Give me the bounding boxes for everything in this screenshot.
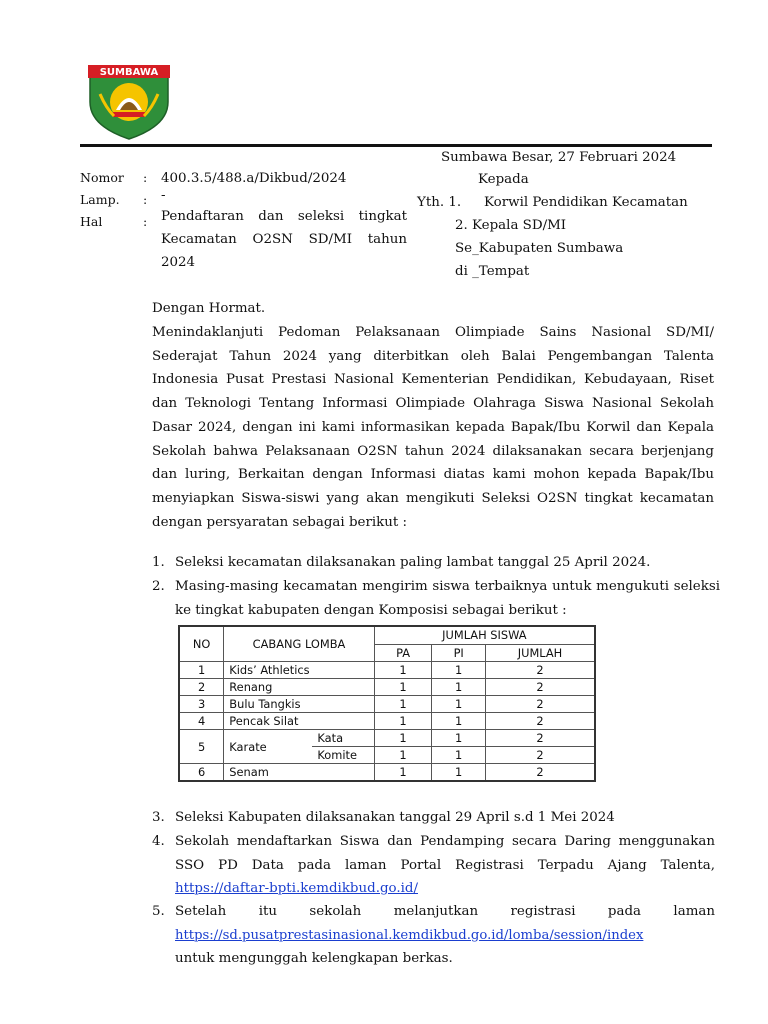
- list-num-5: 5.: [152, 904, 165, 919]
- cell-pa: 1: [374, 662, 432, 679]
- nomor-value: 400.3.5/488.a/Dikbud/2024: [161, 171, 347, 186]
- cell-pi: 1: [432, 747, 486, 764]
- nomor-colon: :: [143, 170, 148, 185]
- portal-registrasi-link[interactable]: https://daftar-bpti.kemdikbud.go.id/: [175, 881, 418, 896]
- cell-jumlah: 2: [486, 747, 596, 764]
- cell-pi: 1: [432, 679, 486, 696]
- cell-no: 1: [179, 662, 224, 679]
- table-row: [179, 764, 595, 782]
- list-text-5-after: untuk mengunggah kelengkapan berkas.: [175, 951, 453, 966]
- th-no: NO: [179, 626, 224, 662]
- lamp-value: -: [161, 188, 166, 203]
- cell-no: 6: [179, 764, 224, 782]
- table-row: [179, 679, 595, 696]
- cell-cabang: Bulu Tangkis: [224, 696, 374, 713]
- addressee-line-1: Korwil Pendidikan Kecamatan: [484, 195, 688, 210]
- cell-jumlah: 2: [486, 764, 596, 782]
- addressee-line-3: Se_Kabupaten Sumbawa: [455, 241, 624, 256]
- cell-pi: 1: [432, 764, 486, 782]
- nomor-label: Nomor: [80, 170, 124, 185]
- salutation: Dengan Hormat.: [152, 301, 266, 316]
- hal-line-1: Pendaftaran dan seleksi tingkat: [161, 209, 407, 224]
- cell-jumlah: 2: [486, 696, 596, 713]
- cell-pi: 1: [432, 730, 486, 747]
- yth-label: Yth. 1.: [417, 195, 462, 210]
- table-row: [179, 662, 595, 679]
- pusat-prestasi-link[interactable]: https://sd.pusatprestasinasional.kemdikbud.go.id/lomba/session/index: [175, 927, 644, 943]
- cell-jumlah: 2: [486, 713, 596, 730]
- cell-cabang: Kids’ Athletics: [224, 662, 374, 679]
- cell-pi: 1: [432, 696, 486, 713]
- lamp-colon: :: [143, 192, 148, 207]
- list-text-5: [175, 900, 715, 971]
- list-num-2: 2.: [152, 579, 165, 594]
- cell-pi: 1: [432, 662, 486, 679]
- kepada-label: Kepada: [478, 172, 529, 187]
- cell-cabang: Pencak Silat: [224, 713, 374, 730]
- hal-label: Hal: [80, 214, 103, 229]
- cell-no: 4: [179, 713, 224, 730]
- hal-line-2: Kecamatan O2SN SD/MI tahun: [161, 232, 407, 247]
- list-text-3: Seleksi Kabupaten dilaksanakan tanggal 29 April s.d 1 Mei 2024: [175, 810, 615, 825]
- cell-karate-sub-1: Kata: [312, 730, 374, 747]
- cell-no: 3: [179, 696, 224, 713]
- sumbawa-logo: [86, 64, 172, 140]
- list-num-1: 1.: [152, 555, 165, 570]
- header-rule: [80, 144, 712, 147]
- addressee-line-4: di _Tempat: [455, 264, 530, 279]
- cell-pa: 1: [374, 713, 432, 730]
- date-line: Sumbawa Besar, 27 Februari 2024: [441, 150, 677, 165]
- list-num-3: 3.: [152, 810, 165, 825]
- cell-pa: 1: [374, 696, 432, 713]
- cell-cabang: Senam: [224, 764, 374, 782]
- th-pa: PA: [374, 644, 432, 662]
- cell-pa: 1: [374, 679, 432, 696]
- th-cabang: CABANG LOMBA: [224, 626, 374, 662]
- addressee-line-2: 2. Kepala SD/MI: [455, 218, 567, 233]
- cell-cabang: Renang: [224, 679, 374, 696]
- list-text-4: [175, 830, 715, 901]
- table-row: [179, 713, 595, 730]
- cell-no: 5: [179, 730, 224, 764]
- th-jumlah: JUMLAH: [486, 644, 596, 662]
- cell-pi: 1: [432, 713, 486, 730]
- list-text-1: Seleksi kecamatan dilaksanakan paling lambat tanggal 25 April 2024.: [175, 555, 651, 570]
- list-num-4: 4.: [152, 834, 165, 849]
- table-row: [179, 730, 595, 747]
- th-jumlah-siswa: JUMLAH SISWA: [374, 626, 595, 644]
- cell-jumlah: 2: [486, 679, 596, 696]
- list-text-5-body: Setelah itu sekolah melanjutkan registrasi pada laman: [175, 904, 715, 919]
- cell-pa: 1: [374, 730, 432, 747]
- hal-line-3: 2024: [161, 255, 196, 270]
- hal-value: [161, 205, 407, 274]
- cell-jumlah: 2: [486, 662, 596, 679]
- composition-table: [178, 625, 596, 782]
- cell-jumlah: 2: [486, 730, 596, 747]
- cell-pa: 1: [374, 747, 432, 764]
- body-paragraph: Menindaklanjuti Pedoman Pelaksanaan Olimpiade Sains Nasional SD/MI/ Sederajat Tahun 2024 yang diterbitkan oleh Balai Pengembangan Talenta Indonesia Pusat Prestasi Nasional Kementerian Pendidikan, Kebudayaan, Riset dan Teknologi Tentang Informasi Olimpiade Olahraga Siswa Nasional Sekolah Dasar 2024, dengan ini kami informasikan kepada Bapak/Ibu Korwil dan Kepala Sekolah bahwa Pelaksanaan O2SN tahun 2024 dilaksanakan secara berjenjang dan luring, Berkaitan dengan Informasi diatas kami mohon kepada Bapak/Ibu menyiapkan Siswa-siswi yang akan mengikuti Seleksi O2SN tingkat kecamatan dengan persyaratan sebagai berikut :: [152, 325, 714, 530]
- hal-colon: :: [143, 214, 148, 229]
- logo-banner-text: SUMBAWA: [99, 67, 159, 78]
- cell-karate-sub-2: Komite: [312, 747, 374, 764]
- list-text-4-body: Sekolah mendaftarkan Siswa dan Pendamping secara Daring menggunakan SSO PD Data pada laman Portal Registrasi Terpadu Ajang Talenta,: [175, 834, 715, 873]
- cell-pa: 1: [374, 764, 432, 782]
- th-pi: PI: [432, 644, 486, 662]
- lamp-label: Lamp.: [80, 192, 120, 207]
- cell-cabang: Karate: [224, 730, 313, 764]
- table-row: [179, 696, 595, 713]
- list-text-2: Masing-masing kecamatan mengirim siswa terbaiknya untuk mengukuti seleksi ke tingkat kabupaten dengan Komposisi sebagai berikut :: [175, 579, 720, 618]
- cell-no: 2: [179, 679, 224, 696]
